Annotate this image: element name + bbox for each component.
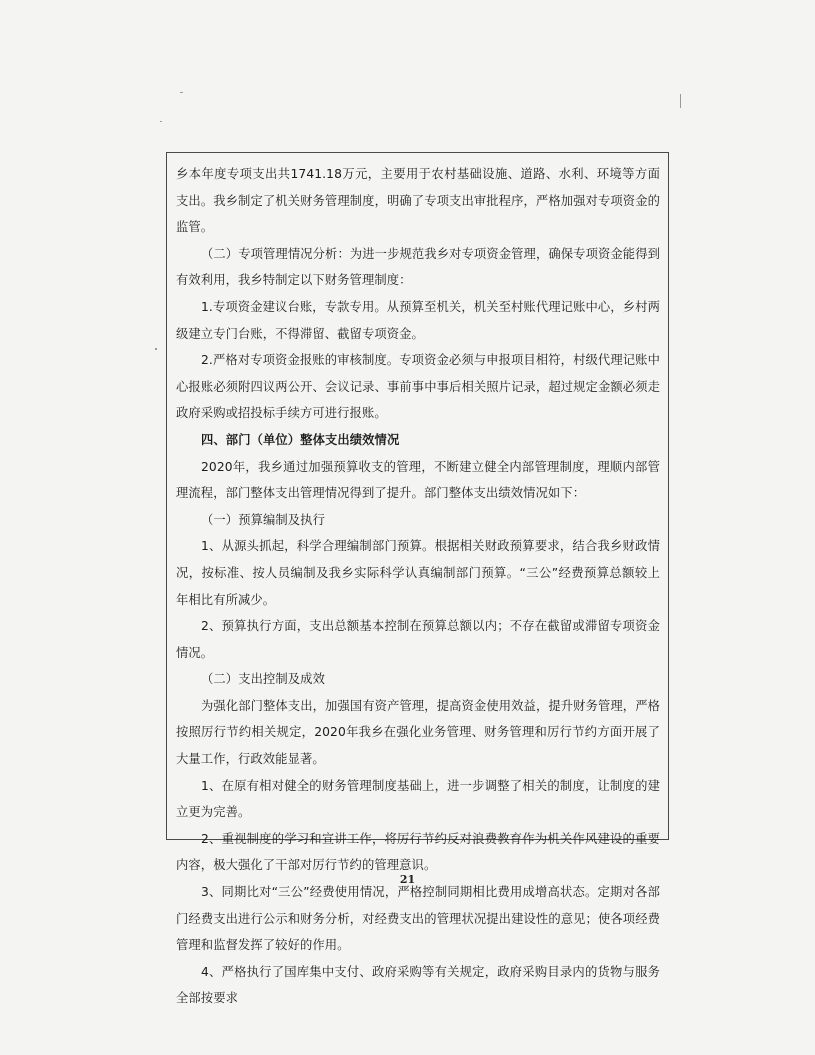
subheading-budget-execution: （一）预算编制及执行 xyxy=(201,512,325,527)
paragraph-control-item-4: 4、严格执行了国库集中支付、政府采购等有关规定，政府采购目录内的货物与服务全部按要求 xyxy=(176,964,660,1006)
paragraph-budget-item-1: 1、从源头抓起，科学合理编制部门预算。根据相关财政预算要求，结合我乡财政情况，按标准、按人员编制及我乡实际科学认真编制部门预算。“三公”经费预算总额较上年相比有所减少。 xyxy=(176,539,660,607)
paragraph-rule-1-ledger: 1.专项资金建议台账，专款专用。从预算至机关，机关至村账代理记账中心，乡村两级建立专门台账，不得滞留、截留专项资金。 xyxy=(176,299,660,341)
subheading-expenditure-control: （二）支出控制及成效 xyxy=(201,672,325,687)
paragraph-rule-2-audit: 2.严格对专项资金报账的审核制度。专项资金必须与申报项目相符，村级代理记账中心报账必须附四议两公开、会议记录、事前事中事后相关照片记录，超过规定金额必须走政府采购或招投标手续方可进行报账。 xyxy=(176,353,660,421)
paragraph-control-item-3: 3、同期比对“三公”经费使用情况，严格控制同期相比费用成增高状态。定期对各部门经费支出进行公示和财务分析，对经费支出的管理状况提出建设性的意见；使各项经费管理和监督发挥了较好的作用。 xyxy=(176,885,660,953)
scan-mark xyxy=(180,92,183,93)
paragraph-2020-overview: 2020年，我乡通过加强预算收支的管理，不断建立健全内部管理制度，理顺内部管理流程，部门整体支出管理情况得到了提升。部门整体支出绩效情况如下： xyxy=(176,459,660,501)
page-number: 21 xyxy=(399,873,416,886)
scan-mark xyxy=(680,94,681,108)
paragraph-expenditure-control-intro: 为强化部门整体支出，加强国有资产管理，提高资金使用效益，提升财务管理，严格按照厉行节约相关规定，2020年我乡在强化业务管理、财务管理和厉行节约方面开展了大量工作，行政效能显著。 xyxy=(176,698,660,767)
scan-mark xyxy=(160,121,162,122)
paragraph-budget-item-2: 2、预算执行方面，支出总额基本控制在预算总额以内；不存在截留或滞留专项资金情况。 xyxy=(176,619,660,660)
paragraph-special-expenditure: 乡本年度专项支出共1741.18万元，主要用于农村基础设施、道路、水利、环境等方面支出。我乡制定了机关财务管理制度，明确了专项支出审批程序，严格加强对专项资金的监管。 xyxy=(176,167,660,235)
scan-mark xyxy=(155,348,157,350)
paragraph-control-item-2: 2、重视制度的学习和宣讲工作，将厉行节约反对浪费教育作为机关作风建设的重要内容，极大强化了干部对厉行节约的管理意识。 xyxy=(176,831,660,873)
paragraph-special-management-analysis: （二）专项管理情况分析：为进一步规范我乡对专项资金管理，确保专项资金能得到有效利用，我乡特制定以下财务管理制度： xyxy=(176,246,660,288)
section-heading-overall-performance: 四、部门（单位）整体支出绩效情况 xyxy=(201,432,400,447)
paragraph-control-item-1: 1、在原有相对健全的财务管理制度基础上，进一步调整了相关的制度，让制度的建立更为完善。 xyxy=(176,778,660,820)
